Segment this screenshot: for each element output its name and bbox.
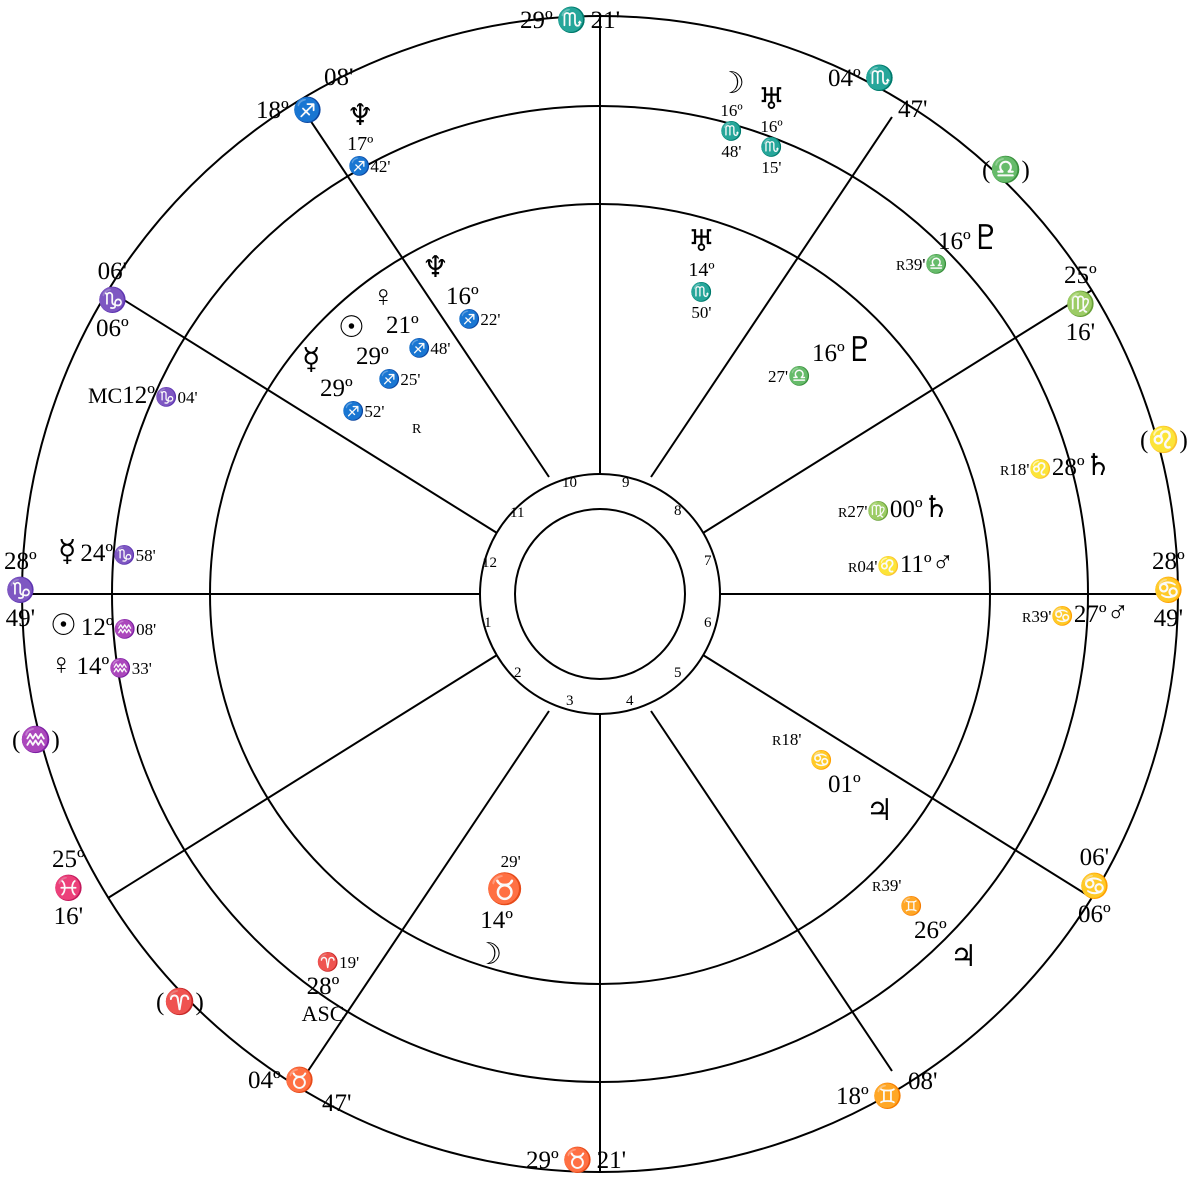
mercury-left-glyph: ☿ (58, 535, 77, 568)
mercury-left-min: 58' (135, 546, 156, 565)
cusp-asc-left-min: 49' (5, 605, 36, 632)
venus-inner-sign: ♐ (408, 338, 431, 358)
cusp-dsc-right-deg: 28º (1152, 548, 1185, 575)
pluto-outer-retro: R (896, 259, 906, 274)
cusp-8 (96, 258, 129, 343)
house-number-9: 9 (622, 475, 630, 491)
mc-angle (88, 382, 198, 410)
jupiter-inner-deg: 01º (828, 771, 861, 798)
cusp-6 (52, 846, 85, 931)
venus-left-deg: 14º (76, 653, 110, 680)
mercury-inner-sign: ♐ (342, 401, 365, 421)
saturn-outer (1000, 448, 1112, 483)
uranus-inner-glyph: ♅ (688, 225, 715, 258)
mars-outer-min: 39' (1031, 607, 1052, 626)
cusp-12-min: 16' (1065, 319, 1096, 346)
venus-inner-min: 48' (430, 339, 451, 358)
mc-min: 04' (177, 388, 198, 407)
mercury-inner-retro: R (412, 422, 422, 437)
jupiter-inner (772, 730, 893, 828)
house-number-10: 10 (562, 475, 577, 491)
cusp-mc-top-deg: 29º (520, 7, 553, 34)
jupiter-inner-min: 18' (781, 730, 802, 749)
cusp-ic-deg: 29º (526, 1147, 559, 1174)
cusp-8-min: 06' (97, 258, 128, 285)
house-number-11: 11 (510, 505, 525, 521)
saturn-inner-glyph: ♄ (922, 491, 950, 524)
saturn-inner-min: 27' (847, 502, 868, 521)
neptune-inner-deg: 16º (446, 283, 479, 310)
pluto-glyph: ♇ (970, 220, 1002, 257)
jupiter-outer-min: 39' (881, 876, 902, 895)
sun-inner-glyph: ☉ (338, 311, 365, 344)
moon-inner-sign: ♉ (486, 873, 524, 906)
cusp-3-sign: ♊ (872, 1084, 903, 1110)
cusp-asc-left-sign: ♑ (5, 578, 36, 604)
mercury-inner-min: 52' (364, 402, 385, 421)
house-ring-inner (515, 509, 685, 679)
saturn-glyph: ♄ (1084, 449, 1112, 482)
sun-left-glyph: ☉ (50, 609, 77, 642)
cusp-dsc-right-min: 49' (1153, 605, 1184, 632)
jupiter-inner-retro: R (772, 734, 782, 749)
mercury-inner-deg: 29º (320, 375, 353, 402)
cusp-5-sign: ♉ (284, 1068, 315, 1094)
jupiter-outer-deg: 26º (914, 917, 947, 944)
mc-label: MC (88, 383, 123, 408)
cusp-asc-left (4, 548, 37, 633)
cusp-2 (1078, 844, 1111, 929)
saturn-outer-sign: ♌ (1029, 459, 1052, 479)
house-number-3: 3 (566, 693, 574, 709)
uranus-outer (758, 82, 785, 178)
mars-outer-deg: 27º (1073, 601, 1107, 628)
cusp-8-deg: 06º (96, 315, 129, 342)
cusp-9-deg: 18º (256, 97, 289, 124)
venus-inner-glyph: ♀ (372, 280, 395, 313)
mars-inner-deg: 11º (899, 551, 932, 578)
mercury-inner-glyph: ☿ (302, 343, 321, 376)
cusp-12-sign: ♍ (1065, 292, 1096, 318)
jupiter-inner-glyph: ♃ (866, 794, 893, 827)
jupiter-glyph: ♃ (950, 940, 977, 973)
cusp-11 (828, 64, 895, 93)
mars-outer (1022, 596, 1129, 630)
moon-inner (464, 852, 523, 972)
cusp-9-sign: ♐ (292, 98, 323, 124)
asc-label: ASC (301, 1001, 345, 1026)
mars-inner-sign: ♌ (877, 556, 900, 576)
cusp-dsc-right (1152, 548, 1185, 633)
house-number-4: 4 (626, 693, 634, 709)
uranus-inner-sign: ♏ (690, 282, 713, 302)
pluto-outer-sign: ♎ (925, 254, 948, 274)
saturn-inner-deg: 00º (889, 496, 923, 523)
pluto-inner-min: 27' (768, 367, 789, 386)
uranus-glyph: ♅ (758, 83, 785, 116)
cusp-mc-top-sign: ♏ (556, 8, 587, 34)
mc-sign: ♑ (155, 387, 178, 407)
pluto-inner (768, 330, 875, 387)
sun-inner-deg: 29º (356, 343, 389, 370)
asc-sign: ♈ (316, 952, 340, 972)
sign-tag-leo: (♌) (1140, 427, 1188, 454)
pluto-inner-deg: 16º (812, 340, 845, 367)
asc-min: 19' (339, 953, 360, 972)
neptune-outer (330, 98, 391, 177)
sign-tag-libra: (♎) (982, 157, 1030, 184)
saturn-inner-retro: R (838, 506, 848, 521)
pluto-outer (896, 218, 1001, 275)
jupiter-outer-sign: ♊ (900, 896, 923, 916)
cusp-11-sign: ♏ (864, 66, 895, 92)
cusp-dsc-right-sign: ♋ (1153, 578, 1184, 604)
mars-outer-sign: ♋ (1051, 606, 1074, 626)
moon-inner-min: 29' (500, 852, 521, 871)
house-number-7: 7 (704, 553, 712, 569)
cusp-12 (1064, 262, 1097, 347)
uranus-inner-min: 50' (691, 303, 712, 322)
mercury-left (58, 534, 156, 569)
sun-left (50, 608, 156, 643)
sun-inner-sign: ♐ (378, 369, 401, 389)
mc-deg: 12º (122, 382, 156, 409)
mars-inner-min: 04' (857, 557, 878, 576)
mars-glyph: ♂ (1106, 596, 1130, 629)
moon-glyph: ☽ (718, 67, 745, 100)
cusp-ic-bottom (526, 1146, 626, 1175)
cusp-11-deg: 04º (828, 65, 861, 92)
pluto-inner-sign: ♎ (788, 366, 811, 386)
mercury-left-deg: 24º (80, 540, 114, 567)
saturn-outer-retro: R (1000, 464, 1010, 479)
house-number-6: 6 (704, 615, 712, 631)
cusp-11-min: 47' (898, 96, 928, 123)
cusp-9-min: 08' (324, 64, 354, 91)
moon-outer (718, 66, 745, 162)
asc-angle (278, 952, 368, 1027)
cusp-2-min: 06' (1079, 844, 1110, 871)
cusp-9 (256, 96, 323, 125)
mars-outer-retro: R (1022, 611, 1032, 626)
pluto-outer-deg: 16º (938, 228, 971, 255)
cusp-ic-sign: ♉ (562, 1148, 593, 1174)
moon-inner-glyph: ☽ (475, 938, 503, 971)
neptune-outer-sign: ♐ (348, 156, 371, 176)
venus-left-min: 33' (131, 659, 152, 678)
cusp-6-min: 16' (53, 903, 84, 930)
cusp-asc-left-deg: 28º (4, 548, 37, 575)
moon-outer-min: 48' (721, 142, 742, 161)
uranus-outer-min: 15' (761, 158, 782, 177)
cusp-mc-top (520, 6, 620, 35)
sun-left-deg: 12º (80, 614, 114, 641)
moon-outer-deg: 16º (720, 101, 743, 120)
pluto-outer-min: 39' (905, 255, 926, 274)
mars-inner (848, 546, 954, 580)
sun-left-sign: ♒ (113, 619, 137, 639)
sign-tag-aquarius: (♒) (12, 727, 60, 754)
cusp-6-deg: 25º (52, 846, 85, 873)
cusp-ic-min: 21' (596, 1147, 627, 1174)
saturn-inner (838, 490, 950, 525)
neptune-outer-deg: 17º (347, 133, 374, 155)
house-number-8: 8 (674, 503, 682, 519)
house-number-12: 12 (482, 555, 497, 571)
mercury-left-sign: ♑ (113, 545, 136, 565)
jupiter-inner-sign: ♋ (810, 750, 833, 770)
cusp-3-deg: 18º (836, 1083, 869, 1110)
cusp-2-deg: 06º (1078, 901, 1111, 928)
mars-inner-glyph: ♂ (931, 546, 955, 579)
cusp-8-sign: ♑ (97, 288, 128, 314)
uranus-outer-deg: 16º (760, 117, 783, 136)
cusp-5-min: 47' (322, 1090, 352, 1117)
cusp-5 (248, 1066, 315, 1095)
cusp-3 (836, 1082, 903, 1111)
sign-tag-aries: (♈) (156, 989, 204, 1016)
house-number-5: 5 (674, 665, 682, 681)
mars-inner-retro: R (848, 561, 858, 576)
cusp-2-sign: ♋ (1079, 874, 1110, 900)
venus-left-glyph: ♀ (50, 648, 73, 681)
venus-left (50, 648, 152, 682)
jupiter-outer (872, 876, 977, 974)
mercury-inner (302, 342, 421, 438)
house-number-2: 2 (514, 665, 522, 681)
jupiter-outer-retro: R (872, 880, 882, 895)
neptune-glyph: ♆ (346, 99, 374, 132)
neptune-inner-glyph: ♆ (422, 251, 449, 284)
sun-inner-min: 25' (400, 370, 421, 389)
moon-outer-sign: ♏ (720, 121, 743, 141)
cusp-5-deg: 04º (248, 1067, 281, 1094)
neptune-inner-sign: ♐ (458, 309, 481, 329)
venus-left-sign: ♒ (109, 658, 132, 678)
sun-left-min: 08' (136, 620, 157, 639)
neptune-outer-min: 42' (370, 157, 391, 176)
neptune-inner-min: 22' (480, 310, 501, 329)
moon-inner-deg: 14º (480, 907, 514, 934)
uranus-inner-deg: 14º (688, 259, 715, 281)
house-number-1: 1 (484, 615, 492, 631)
saturn-outer-min: 18' (1009, 460, 1030, 479)
asc-deg: 28º (306, 973, 340, 1000)
cusp-6-sign: ♓ (53, 876, 84, 902)
venus-inner-deg: 21º (386, 312, 419, 339)
saturn-outer-deg: 28º (1051, 454, 1085, 481)
cusp-12-deg: 25º (1064, 262, 1097, 289)
saturn-inner-sign: ♍ (867, 501, 890, 521)
cusp-3-min: 08' (908, 1068, 938, 1095)
cusp-mc-top-min: 21' (590, 7, 621, 34)
pluto-inner-glyph: ♇ (844, 332, 876, 369)
uranus-inner (688, 224, 715, 323)
uranus-outer-sign: ♏ (760, 137, 783, 157)
